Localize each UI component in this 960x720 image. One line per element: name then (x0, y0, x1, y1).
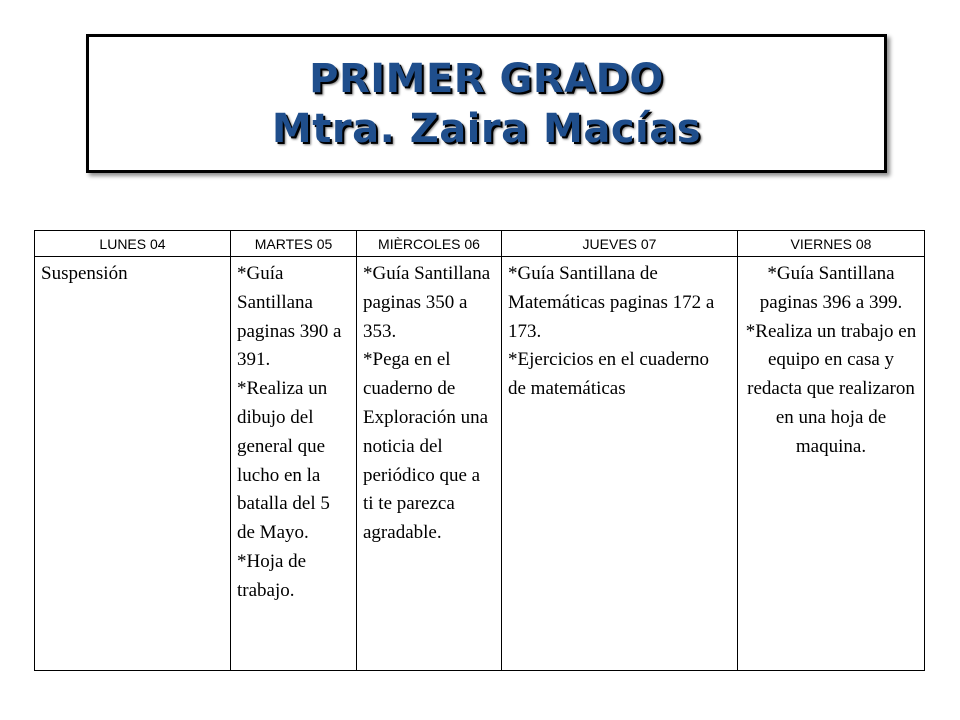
schedule-table (34, 230, 925, 671)
tuesday-task-1: *Guía Santillana paginas 390 a 391. (237, 263, 342, 371)
table-header-row (35, 231, 925, 257)
column-header-tuesday: MARTES 05 (231, 231, 357, 257)
tuesday-task-3: *Hoja de trabajo. (237, 550, 307, 601)
wednesday-task-1: *Guía Santillana paginas 350 a 353. (363, 263, 491, 342)
column-header-monday: LUNES 04 (35, 231, 231, 257)
table-row (35, 257, 925, 671)
page-title: PRIMER GRADO (309, 55, 664, 102)
tuesday-task-2: *Realiza un dibujo del general que lucho en la batalla del 5 de Mayo. (237, 378, 330, 544)
friday-task-2: *Realiza un trabajo en equipo en casa y redacta que realizaron en una hoja de maquina. (745, 320, 917, 457)
thursday-cell (502, 257, 738, 671)
wednesday-cell (357, 257, 502, 671)
wednesday-task-2: *Pega en el cuaderno de Exploración una noticia del periódico que a ti te parezca agradable. (363, 349, 489, 544)
column-header-friday: VIERNES 08 (738, 231, 925, 257)
column-header-wednesday: MIÈRCOLES 06 (357, 231, 502, 257)
tuesday-cell (231, 257, 357, 671)
thursday-task-1: *Guía Santillana de Matemáticas paginas 172 a 173. (508, 263, 715, 342)
title-box (86, 34, 887, 173)
column-header-thursday: JUEVES 07 (502, 231, 738, 257)
friday-task-1: *Guía Santillana paginas 396 a 399. (759, 263, 903, 313)
friday-cell (738, 257, 925, 671)
monday-cell (35, 257, 231, 671)
thursday-task-2: *Ejercicios en el cuaderno de matemáticas (508, 349, 709, 400)
monday-text: Suspensión (41, 263, 128, 284)
teacher-name: Mtra. Zaira Macías (271, 105, 702, 152)
